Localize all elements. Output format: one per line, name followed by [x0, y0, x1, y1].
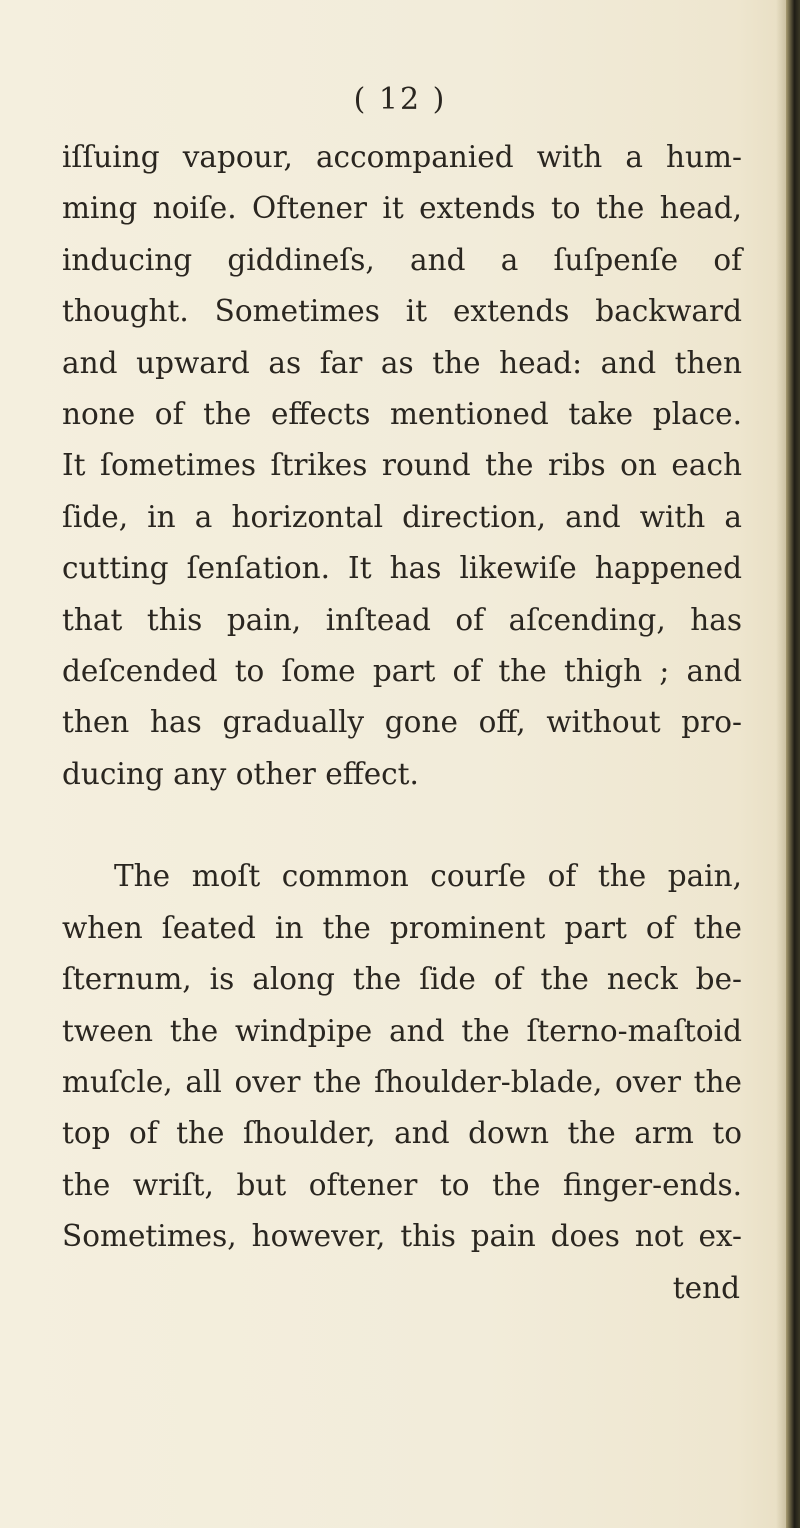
text-line: when ſeated in the prominent part of the	[62, 910, 742, 945]
text-line: ſide, in a horizontal direction, and with a	[62, 499, 742, 534]
text-line: tween the windpipe and the ſterno-maſtoid	[62, 1013, 742, 1048]
text-line: ducing any other effect.	[62, 756, 419, 791]
binding-gutter	[786, 0, 800, 1528]
page-number: ( 12 )	[353, 82, 447, 117]
text-line: cutting ſenſation. It has likewiſe happened	[62, 551, 742, 586]
text-line: ming noiſe. Oftener it extends to the head,	[62, 191, 742, 226]
text-line: top of the ſhoulder, and down the arm to	[62, 1116, 742, 1151]
text-line: It ſometimes ſtrikes round the ribs on each	[62, 448, 742, 483]
text-line: and upward as far as the head: and then	[62, 345, 742, 380]
text-line: deſcended to ſome part of the thigh ; and	[62, 653, 742, 688]
paragraph-gap	[62, 800, 742, 851]
text-line: the wriſt, but oftener to the finger-ends.	[62, 1167, 742, 1202]
text-line: none of the effects mentioned take place.	[62, 396, 742, 431]
text-line: thought. Sometimes it extends backward	[62, 294, 742, 329]
binding-shadow	[776, 0, 786, 1528]
text-line: then has gradually gone off, without pro-	[62, 705, 742, 740]
text-line: inducing giddineſs, and a ſuſpenſe of	[62, 242, 742, 277]
text-line: The moſt common courſe of the pain,	[114, 859, 742, 894]
text-line: iſſuing vapour, accompanied with a hum-	[62, 140, 742, 174]
text-line: Sometimes, however, this pain does not ex-	[62, 1219, 742, 1254]
catchword: tend	[672, 1270, 740, 1305]
body-text	[62, 132, 742, 1314]
text-line: that this pain, inſtead of aſcending, has	[62, 602, 742, 637]
text-line: ſternum, is along the ſide of the neck be-	[62, 962, 742, 997]
text-line: muſcle, all over the ſhoulder-blade, over the	[62, 1065, 742, 1100]
